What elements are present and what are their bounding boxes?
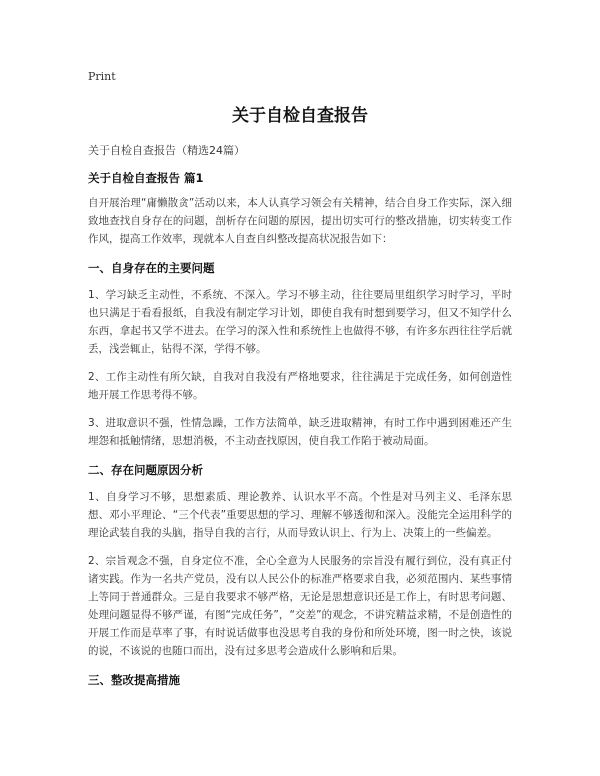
paragraph-problem-2: 2、工作主动性有所欠缺，自我对自我没有严格地要求，往往满足于完成任务，如何创造性地开展工作思考得不够。	[88, 371, 512, 401]
intro-paragraph: 自开展治理“庸懒散贪”活动以来，本人认真学习领会有关精神，结合自身工作实际，深入细致地查找自身存在的问题，剖析存在问题的原因，提出切实可行的整改措施，切实转变工作作风，提高工作效率，现就本人自查自纠整改提高状况报告如下：	[88, 197, 512, 245]
paragraph-cause-1: 1、自身学习不够，思想素质、理论教养、认识水平不高。个性是对马列主义、毛泽东思想、邓小平理论、“三个代表”重要思想的学习、理解不够透彻和深入。没能完全运用科学的理论武装自我的头脑，指导自我的言行，从而导致认识上、行为上、决策上的一些偏差。	[88, 491, 512, 539]
heading-cause-analysis: 二、存在问题原因分析	[88, 463, 203, 477]
document-title: 关于自检自查报告	[232, 106, 368, 126]
heading-main-problems: 一、自身存在的主要问题	[88, 261, 215, 275]
document-subtitle: 关于自检自查报告（精选24篇）	[88, 144, 245, 157]
print-label[interactable]: Print	[88, 70, 116, 83]
section-title: 关于自检自查报告 篇1	[88, 171, 204, 185]
heading-rectification: 三、整改提高措施	[88, 673, 180, 687]
paragraph-cause-2: 2、宗旨观念不强，自身定位不准，全心全意为人民服务的宗旨没有履行到位，没有真正付诸实践。作为一名共产党员，没有以人民公仆的标准严格要求自我，必须范围内、某些事情上等同于普通群众。三是自我要求不够严格，无论是思想意识还是工作上，有时思考问题、处理问题显得不够严谨，有图“完成任务”，“交差”的观念，不讲究精益求精，不是创造性的开展工作而是草率了事，有时说话做事也没思考自我的身份和所处环境，图一时之快，该说的说，不该说的也随口而出，没有过多思考会造成什么影响和后果。	[88, 555, 512, 657]
paragraph-problem-3: 3、进取意识不强，性情急躁，工作方法简单，缺乏进取精神，有时工作中遇到困难还产生埋怨和抵触情绪，思想消极，不主动查找原因，使自我工作陷于被动局面。	[88, 417, 512, 447]
paragraph-problem-1: 1、学习缺乏主动性，不系统、不深入。学习不够主动，往往要局里组织学习时学习，平时也只满足于看看报纸，自我没有制定学习计划，即使自我有时想到要学习，但又不知学什么东西，拿起书又学不进去。在学习的深入性和系统性上也做得不够，有许多东西往往学后就丢，浅尝辄止，钻得不深，学得不够。	[88, 289, 512, 355]
